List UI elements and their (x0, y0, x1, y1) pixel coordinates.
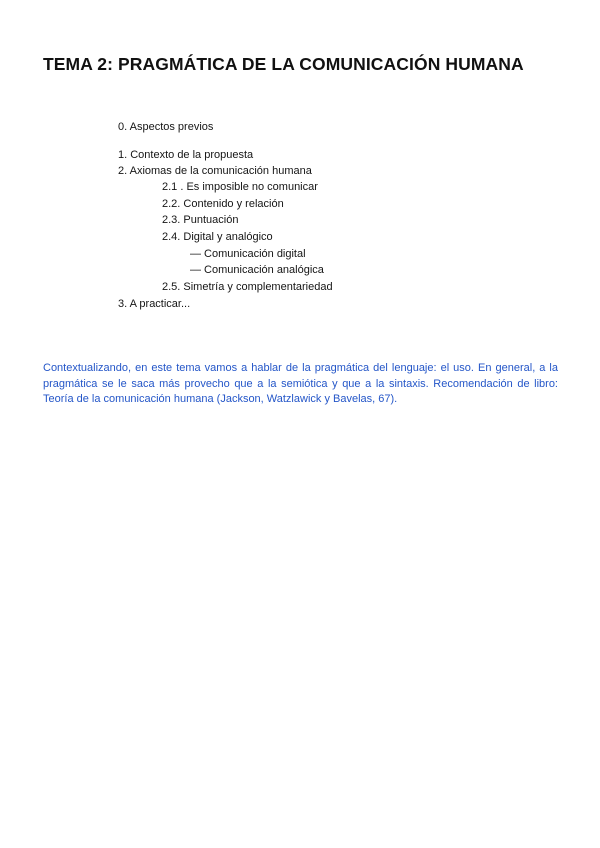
toc-item-3: 3. A practicar... (118, 298, 191, 310)
toc-item-2-4: 2.4. Digital y analógico (162, 231, 273, 243)
document-title: TEMA 2: PRAGMÁTICA DE LA COMUNICACIÓN HUMANA (43, 54, 524, 74)
toc-item-2-5: 2.5. Simetría y complementariedad (162, 281, 333, 293)
toc-item-2-2: 2.2. Contenido y relación (162, 198, 284, 210)
toc-item-2-3: 2.3. Puntuación (162, 214, 239, 226)
toc-item-previos: 0. Aspectos previos (118, 121, 214, 133)
toc-item-1: 1. Contexto de la propuesta (118, 149, 254, 161)
toc-item-2-4-analogica: — Comunicación analógica (190, 264, 324, 276)
intro-paragraph: Contextualizando, en este tema vamos a hablar de la pragmática del lenguaje: el uso. En general, a la pragmática se le saca más provecho que a la semiótica y que a la sintaxis. Recomendación de libro: Teoría de la comunicación humana (Jackson, Watzlawick y Bavelas, 67). (43, 362, 558, 405)
toc-item-2-1: 2.1 . Es imposible no comunicar (162, 181, 318, 193)
toc-item-2: 2. Axiomas de la comunicación humana (118, 165, 312, 177)
toc-item-2-4-digital: — Comunicación digital (190, 248, 306, 260)
